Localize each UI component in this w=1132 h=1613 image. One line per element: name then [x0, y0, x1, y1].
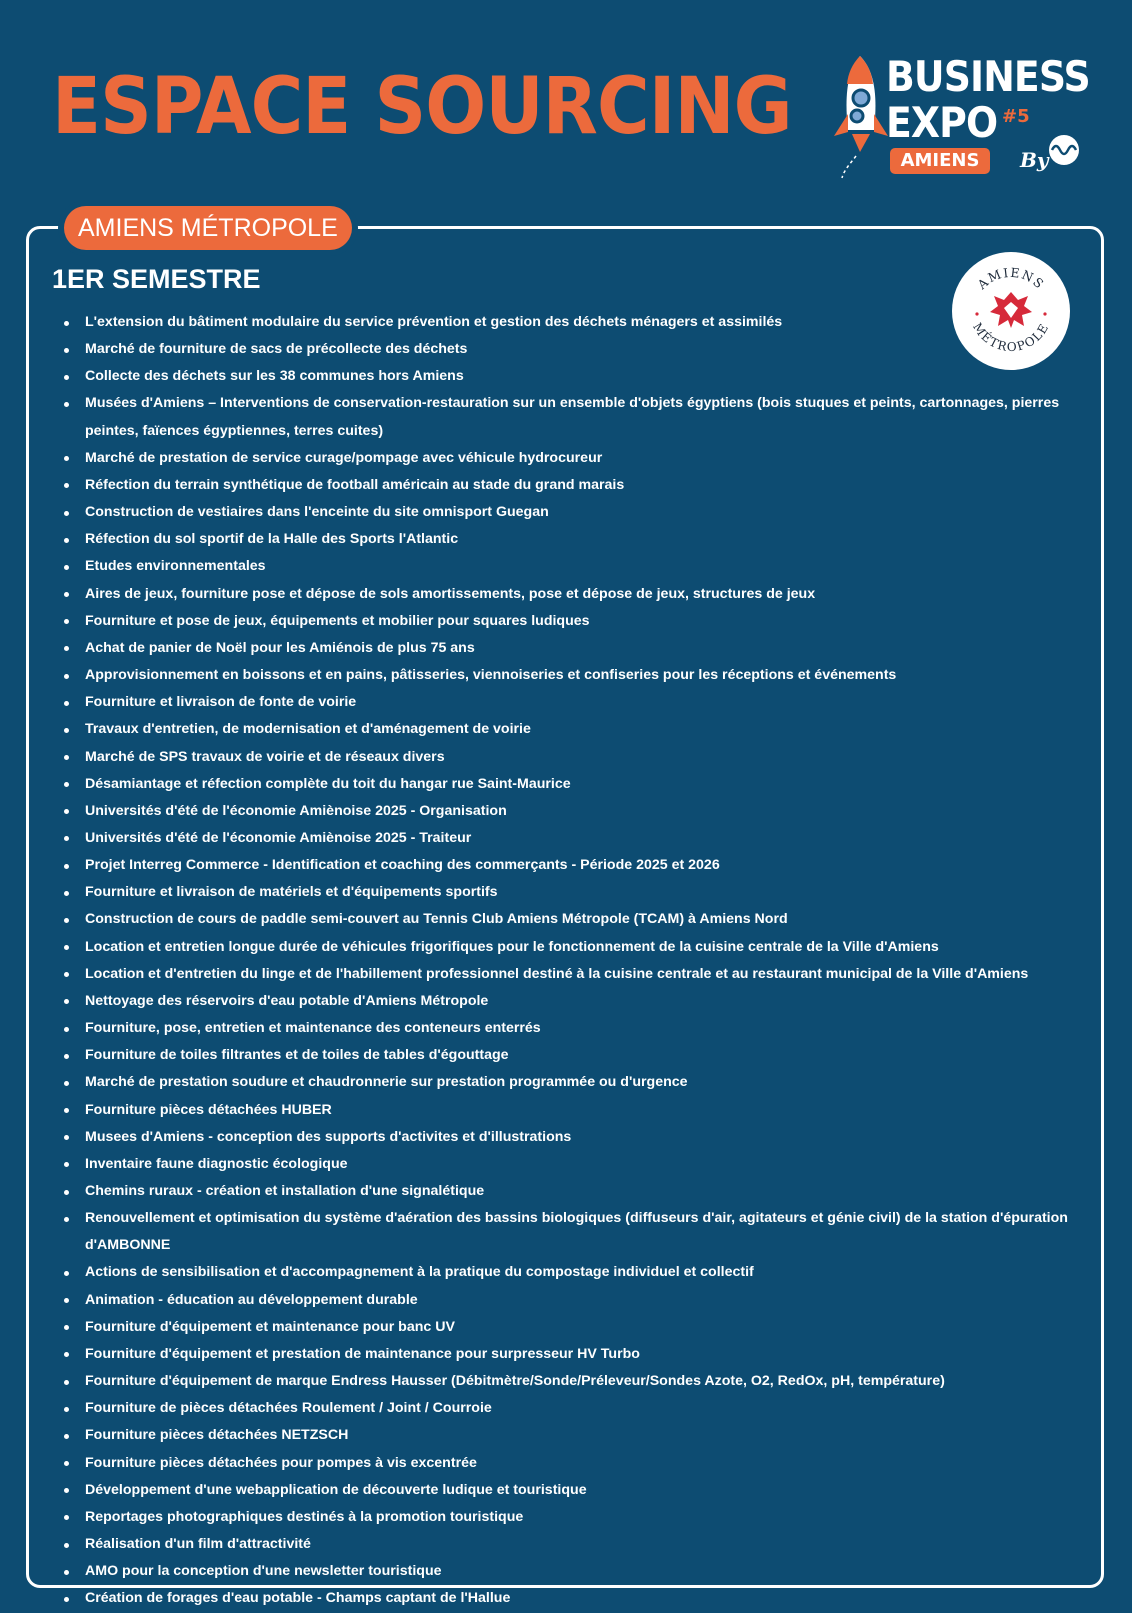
list-item: Nettoyage des réservoirs d'eau potable d'Amiens Métropole [62, 988, 1072, 1015]
logo-by-text: By [1020, 148, 1049, 172]
list-item: Actions de sensibilisation et d'accompagnement à la pratique du compostage individuel et collectif [62, 1259, 1072, 1286]
list-item: Désamiantage et réfection complète du toit du hangar rue Saint-Maurice [62, 771, 1072, 798]
list-item: Approvisionnement en boissons et en pains, pâtisseries, viennoiseries et confiseries pour les réceptions et événements [62, 662, 1072, 689]
logo-edition-text: #5 [1002, 106, 1030, 127]
list-item: Fourniture pièces détachées NETZSCH [62, 1422, 1072, 1449]
list-item: Réfection du sol sportif de la Halle des Sports l'Atlantic [62, 526, 1072, 553]
list-item: Universités d'été de l'économie Amiènoise 2025 - Traiteur [62, 825, 1072, 852]
list-item: Création de forages d'eau potable - Champs captant de l'Hallue [62, 1585, 1072, 1612]
partner-mark-icon [1042, 130, 1080, 170]
list-item: Location et entretien longue durée de véhicules frigorifiques pour le fonctionnement de la cuisine centrale de la Ville d'Amiens [62, 934, 1072, 961]
list-item: Développement d'une webapplication de découverte ludique et touristique [62, 1477, 1072, 1504]
list-item: Musees d'Amiens - conception des supports d'activites et d'illustrations [62, 1124, 1072, 1151]
list-item: Construction de vestiaires dans l'enceinte du site omnisport Guegan [62, 499, 1072, 526]
list-item: Fourniture et livraison de matériels et d'équipements sportifs [62, 879, 1072, 906]
list-item: Fourniture, pose, entretien et maintenance des conteneurs enterrés [62, 1015, 1072, 1042]
list-item: Musées d'Amiens – Interventions de conservation-restauration sur un ensemble d'objets égyptiens (bois stuques et peints, cartonnages, pierres peintes, faïences égyptiennes, terres cuites) [62, 390, 1072, 444]
list-item: Marché de prestation soudure et chaudronnerie sur prestation programmée ou d'urgence [62, 1069, 1072, 1096]
list-item: Marché de fourniture de sacs de précollecte des déchets [62, 336, 1072, 363]
project-list [62, 309, 1072, 1613]
semester-heading: 1ER SEMESTRE [52, 264, 261, 294]
logo-expo-text: EXPO [886, 98, 998, 147]
list-item: Animation - éducation au développement durable [62, 1287, 1072, 1314]
list-item: Travaux d'entretien, de modernisation et d'aménagement de voirie [62, 716, 1072, 743]
list-item: Fourniture d'équipement et maintenance pour banc UV [62, 1314, 1072, 1341]
list-item: Achat de panier de Noël pour les Amiénois de plus 75 ans [62, 635, 1072, 662]
list-item: Aires de jeux, fourniture pose et dépose de sols amortissements, pose et dépose de jeux, structures de jeux [62, 581, 1072, 608]
rocket-icon [830, 52, 892, 182]
list-item: Universités d'été de l'économie Amiènoise 2025 - Organisation [62, 798, 1072, 825]
list-item: L'extension du bâtiment modulaire du service prévention et gestion des déchets ménagers et assimilés [62, 309, 1072, 336]
svg-text:AMIENS [974, 265, 1048, 293]
list-item: Marché de SPS travaux de voirie et de réseaux divers [62, 744, 1072, 771]
list-item: Réalisation d'un film d'attractivité [62, 1531, 1072, 1558]
logo-business-text: BUSINESS [886, 52, 1090, 101]
list-item: Construction de cours de paddle semi-couvert au Tennis Club Amiens Métropole (TCAM) à Amiens Nord [62, 906, 1072, 933]
list-item: AMO pour la conception d'une newsletter touristique [62, 1558, 1072, 1585]
list-item: Fourniture pièces détachées pour pompes à vis excentrée [62, 1450, 1072, 1477]
list-item: Fourniture de toiles filtrantes et de toiles de tables d'égouttage [62, 1042, 1072, 1069]
list-item: Renouvellement et optimisation du système d'aération des bassins biologiques (diffuseurs d'air, agitateurs et génie civil) de la station d'épuration d'AMBONNE [62, 1205, 1072, 1259]
list-item: Fourniture pièces détachées HUBER [62, 1097, 1072, 1124]
business-expo-logo [830, 52, 1100, 182]
list-item: Fourniture de pièces détachées Roulement / Joint / Courroie [62, 1395, 1072, 1422]
list-item: Inventaire faune diagnostic écologique [62, 1151, 1072, 1178]
list-item: Location et d'entretien du linge et de l'habillement professionnel destiné à la cuisine centrale et au restaurant municipal de la Ville d'Amiens [62, 961, 1072, 988]
list-item: Chemins ruraux - création et installation d'une signalétique [62, 1178, 1072, 1205]
list-item: Réfection du terrain synthétique de football américain au stade du grand marais [62, 472, 1072, 499]
list-item: Projet Interreg Commerce - Identification et coaching des commerçants - Période 2025 et 2026 [62, 852, 1072, 879]
list-item: Fourniture d'équipement et prestation de maintenance pour surpresseur HV Turbo [62, 1341, 1072, 1368]
list-item: Fourniture et pose de jeux, équipements et mobilier pour squares ludiques [62, 608, 1072, 635]
list-item: Collecte des déchets sur les 38 communes hors Amiens [62, 363, 1072, 390]
list-item: Marché de prestation de service curage/pompage avec véhicule hydrocureur [62, 445, 1072, 472]
list-item: Reportages photographiques destinés à la promotion touristique [62, 1504, 1072, 1531]
logo-city-badge: AMIENS [890, 148, 990, 174]
page-title: ESPACE SOURCING [52, 62, 792, 152]
section-label: AMIENS MÉTROPOLE [64, 206, 352, 250]
logo-arc-top-text: AMIENS [974, 264, 1048, 293]
list-item: Fourniture d'équipement de marque Endress Hausser (Débitmètre/Sonde/Préleveur/Sondes Azote, O2, RedOx, pH, température) [62, 1368, 1072, 1395]
list-item: Etudes environnementales [62, 553, 1072, 580]
list-item: Fourniture et livraison de fonte de voirie [62, 689, 1072, 716]
logo-arc-bottom-text: MÉTROPOLE [970, 320, 1052, 355]
